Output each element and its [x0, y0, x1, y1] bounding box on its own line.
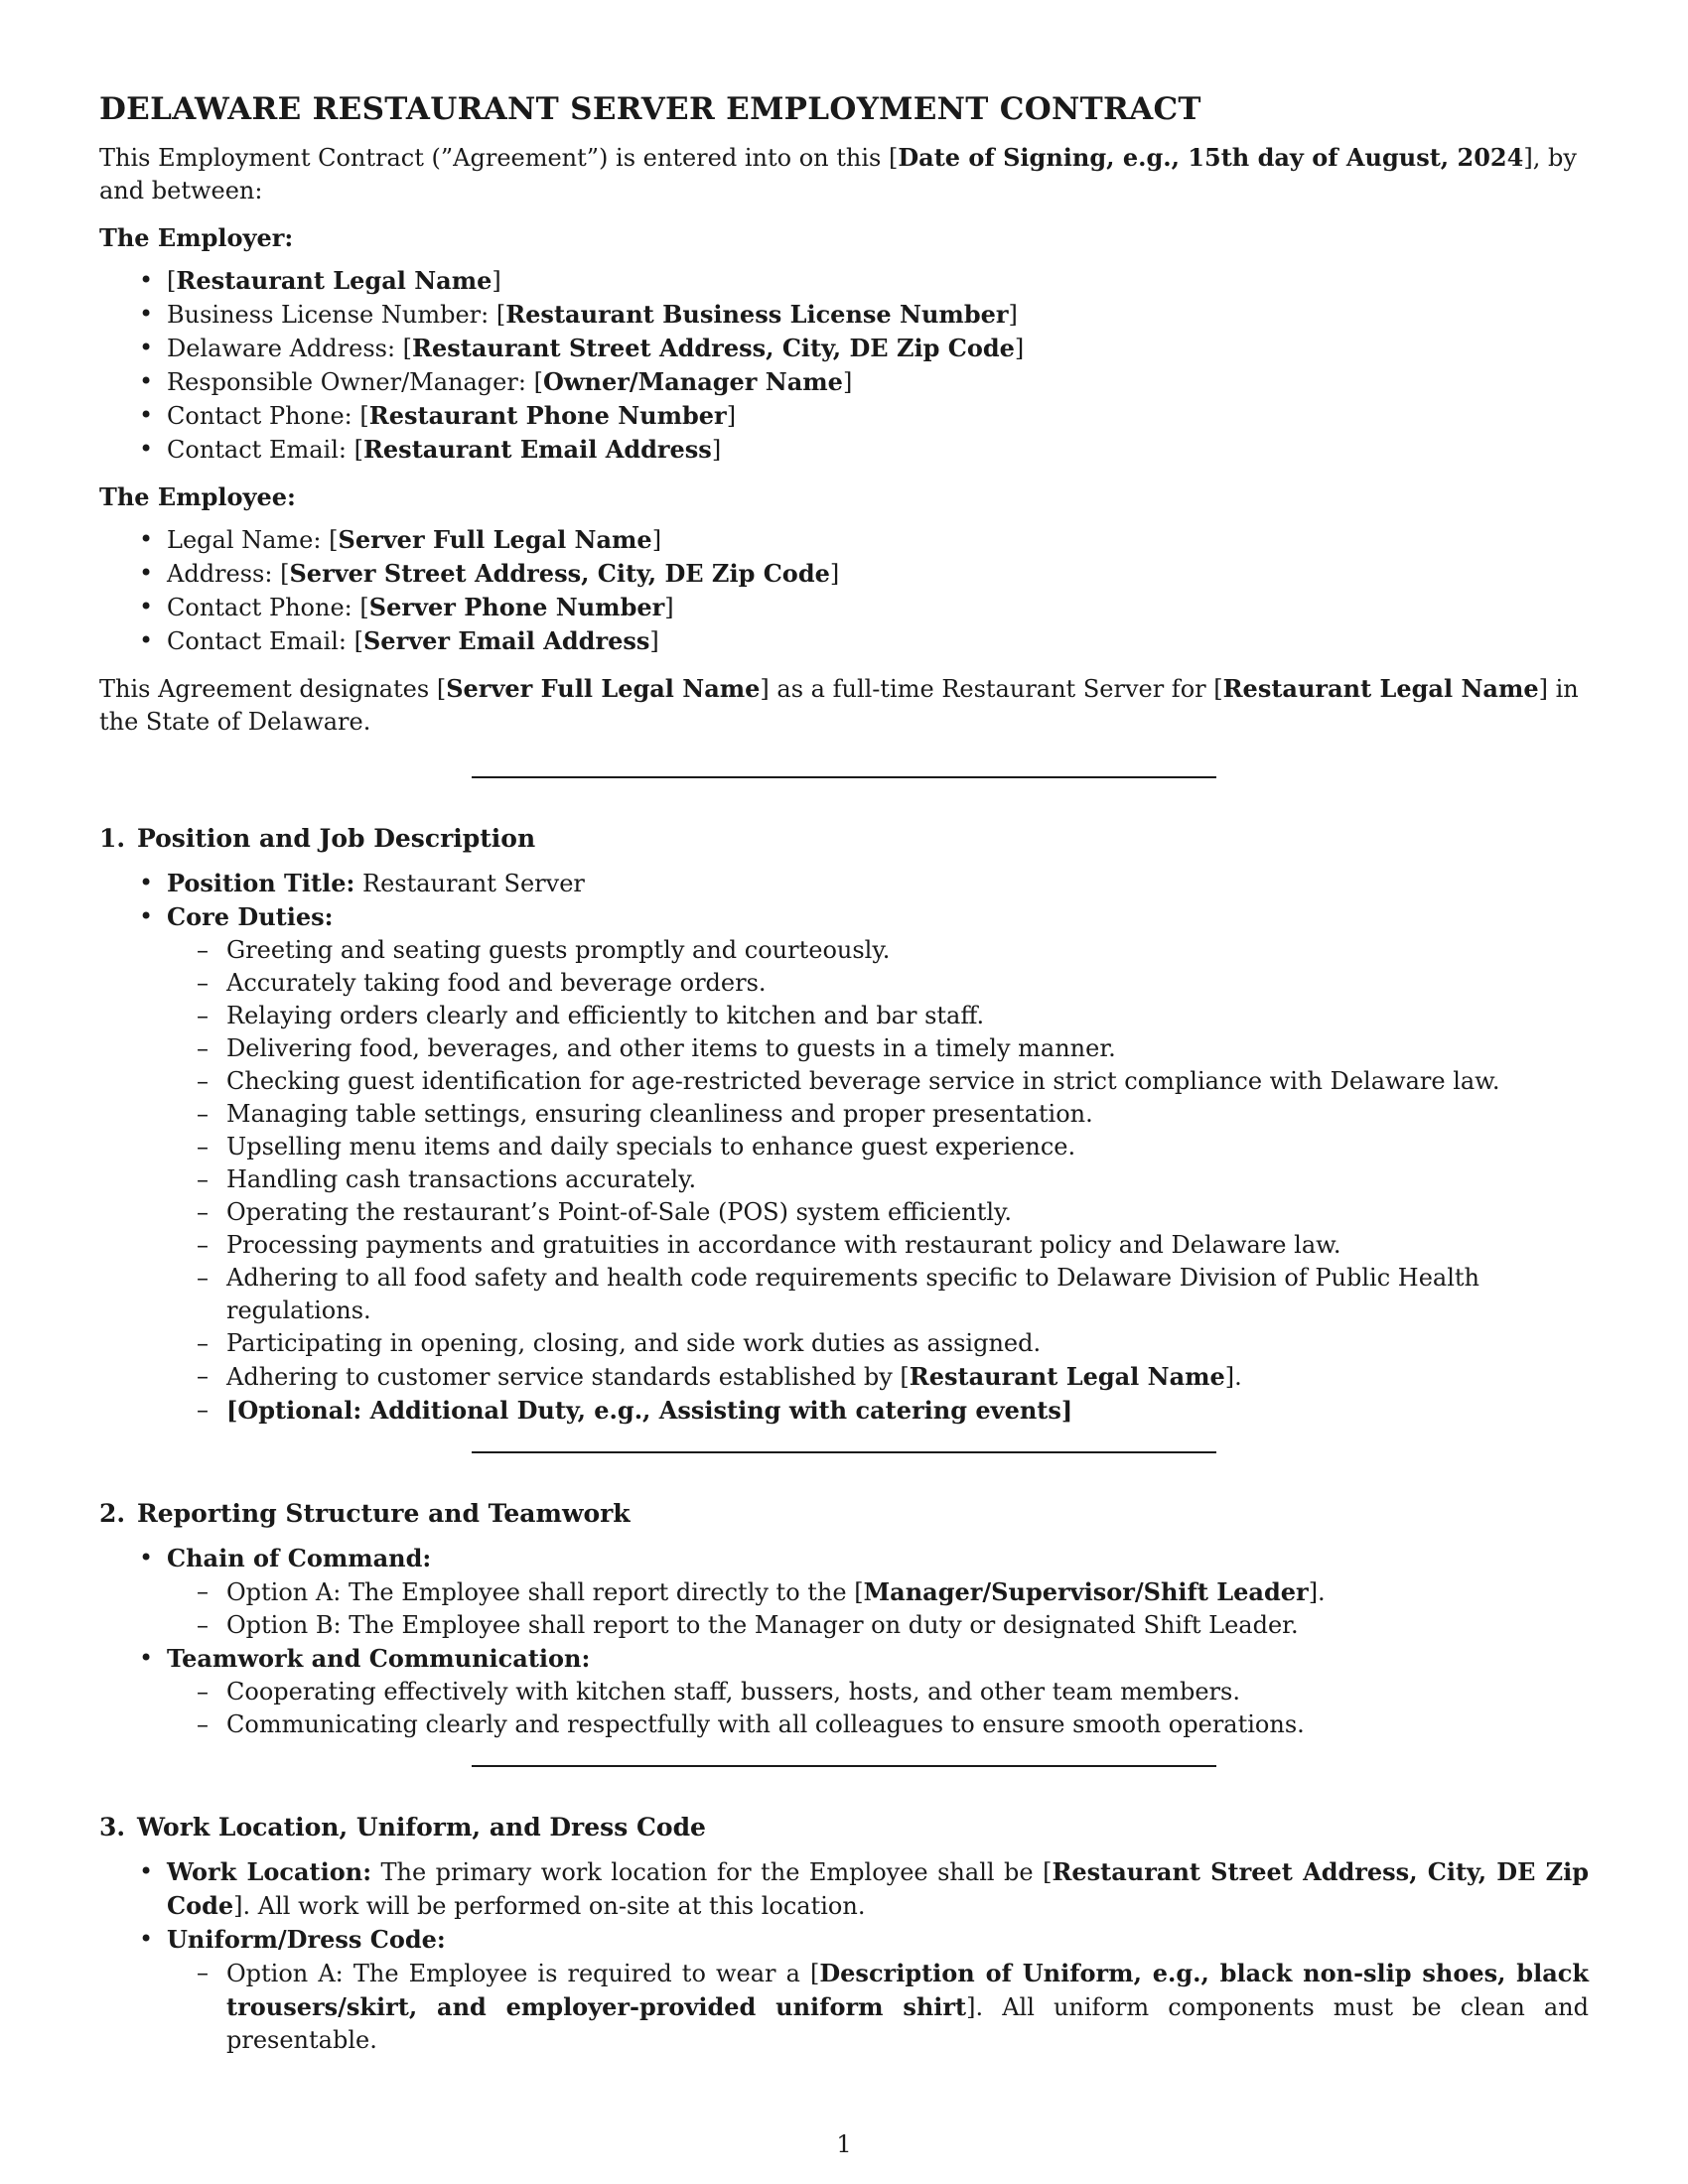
section-3-heading: 3. Work Location, Uniform, and Dress Code: [99, 1813, 706, 1842]
core-duties-item: • Core Duties: – Greeting and seating guests promptly and courteously. – Accurately taking food and beverage orders. – Relaying orders clearly and efficiently to kitchen and bar staff. – Delivering food, beverages, and other items to guests in a timely manner. – Checking guest identification for age-restricted beverage service in strict compliance with Delaware law. – Managing table settings, ensuring cleanliness and proper presentation. – Upselling menu items and daily specials to enhance guest experience. – Handling cash transactions accurately. – Operating the restaurant’s Point-of-Sale (POS) system efficiently. – Processing payments and gratuities in accordance with restaurant policy and Delaware law. – Adhering to all food safety and health code requirements specific to Delaware Division of Public Health regulations. – Participating in opening, closing, and side work duties as assigned. – Adhering to customer service standards established by [Restaurant Legal Name]. – [Optional: Additional Duty, e.g., Assisting with catering events]: [167, 900, 1589, 1428]
employer-item: • [Restaurant Legal Name]: [167, 264, 1589, 298]
duty-item: – Handling cash transactions accurately.: [226, 1163, 1589, 1196]
teamwork-item: • Teamwork and Communication: – Cooperating effectively with kitchen staff, bussers, hosts, and other team members. – Communicating clearly and respectfully with all colleagues to ensure smooth operations.: [167, 1642, 1589, 1741]
employer-item: • Business License Number: [Restaurant Business License Number]: [167, 298, 1589, 332]
contract-page: [99, 91, 1589, 2071]
teamwork-detail: – Cooperating effectively with kitchen staff, bussers, hosts, and other team members.: [226, 1676, 1589, 1708]
duty-item: – Relaying orders clearly and efficiently to kitchen and bar staff.: [226, 1000, 1589, 1032]
duty-item: – Upselling menu items and daily specials to enhance guest experience.: [226, 1131, 1589, 1163]
employee-item: • Contact Phone: [Server Phone Number]: [167, 591, 1589, 624]
employer-heading: The Employer:: [99, 223, 294, 252]
duty-item: – Adhering to all food safety and health code requirements specific to Delaware Division of Public Health regulations.: [226, 1262, 1589, 1327]
duty-item: – Greeting and seating guests promptly and courteously.: [226, 934, 1589, 967]
section-2-heading: 2. Reporting Structure and Teamwork: [99, 1499, 631, 1528]
employee-heading: The Employee:: [99, 482, 296, 511]
uniform-option-a: – Option A: The Employee is required to wear a [Description of Uniform, e.g., black non-slip shoes, black trousers/skirt, and employer-provided uniform shirt]. All uniform components must be clean and presentable.: [226, 1957, 1589, 2057]
duty-item: – Accurately taking food and beverage orders.: [226, 967, 1589, 1000]
section-3-list: [99, 1855, 1589, 2057]
designation-paragraph: This Agreement designates [Server Full Legal Name] as a full-time Restaurant Server for [Restaurant Legal Name] in the State of Delaware.: [99, 674, 1579, 736]
section-divider: [472, 1765, 1216, 1767]
duty-item: – Operating the restaurant’s Point-of-Sale (POS) system efficiently.: [226, 1196, 1589, 1229]
employee-item: • Contact Email: [Server Email Address]: [167, 624, 1589, 658]
section-1-heading: 1. Position and Job Description: [99, 824, 536, 853]
teamwork-detail: – Communicating clearly and respectfully with all colleagues to ensure smooth operations.: [226, 1708, 1589, 1741]
employee-item: • Legal Name: [Server Full Legal Name]: [167, 523, 1589, 557]
duty-item-optional: – [Optional: Additional Duty, e.g., Assisting with catering events]: [226, 1394, 1589, 1428]
duty-item: – Checking guest identification for age-restricted beverage service in strict compliance with Delaware law.: [226, 1065, 1589, 1098]
option-a-item: – Option A: The Employee shall report directly to the [Manager/Supervisor/Shift Leader].: [226, 1575, 1589, 1609]
core-duties-list: [167, 934, 1589, 1428]
section-2-list: [99, 1542, 1589, 1741]
employer-item: • Delaware Address: [Restaurant Street Address, City, DE Zip Code]: [167, 332, 1589, 365]
duty-item: – Managing table settings, ensuring cleanliness and proper presentation.: [226, 1098, 1589, 1131]
employer-list: [99, 264, 1589, 467]
uniform-item: • Uniform/Dress Code: – Option A: The Employee is required to wear a [Description of Uniform, e.g., black non-slip shoes, black trousers/skirt, and employer-provided uniform shirt]. All uniform components must be clean and presentable.: [167, 1923, 1589, 2057]
section-divider: [472, 1451, 1216, 1453]
employer-item: • Responsible Owner/Manager: [Owner/Manager Name]: [167, 365, 1589, 399]
employer-item: • Contact Email: [Restaurant Email Address]: [167, 433, 1589, 467]
option-b-item: – Option B: The Employee shall report to the Manager on duty or designated Shift Leader.: [226, 1609, 1589, 1642]
work-location-item: • Work Location: The primary work location for the Employee shall be [Restaurant Street Address, City, DE Zip Code]. All work will be performed on-site at this location.: [167, 1855, 1589, 1923]
chain-of-command-item: • Chain of Command: – Option A: The Employee shall report directly to the [Manager/Supervisor/Shift Leader]. – Option B: The Employee shall report to the Manager on duty or designated Shift Leader.: [167, 1542, 1589, 1642]
duty-item: – Adhering to customer service standards established by [Restaurant Legal Name].: [226, 1360, 1589, 1394]
duty-item: – Delivering food, beverages, and other items to guests in a timely manner.: [226, 1032, 1589, 1065]
signing-date-placeholder: Date of Signing, e.g., 15th day of August, 2024: [898, 143, 1524, 172]
employer-item: • Contact Phone: [Restaurant Phone Number]: [167, 399, 1589, 433]
intro-paragraph: This Employment Contract (”Agreement”) is entered into on this [Date of Signing, e.g., 15th day of August, 2024], by and between:: [99, 143, 1577, 205]
duty-item: – Participating in opening, closing, and side work duties as assigned.: [226, 1327, 1589, 1360]
employee-item: • Address: [Server Street Address, City, DE Zip Code]: [167, 557, 1589, 591]
section-divider: [472, 776, 1216, 778]
page-number: 1: [836, 2130, 852, 2158]
employee-list: [99, 523, 1589, 658]
duty-item: – Processing payments and gratuities in accordance with restaurant policy and Delaware law.: [226, 1229, 1589, 1262]
position-title-item: • Position Title: Restaurant Server: [167, 867, 1589, 900]
document-title: DELAWARE RESTAURANT SERVER EMPLOYMENT CONTRACT: [99, 91, 1201, 127]
section-1-list: [99, 867, 1589, 1428]
